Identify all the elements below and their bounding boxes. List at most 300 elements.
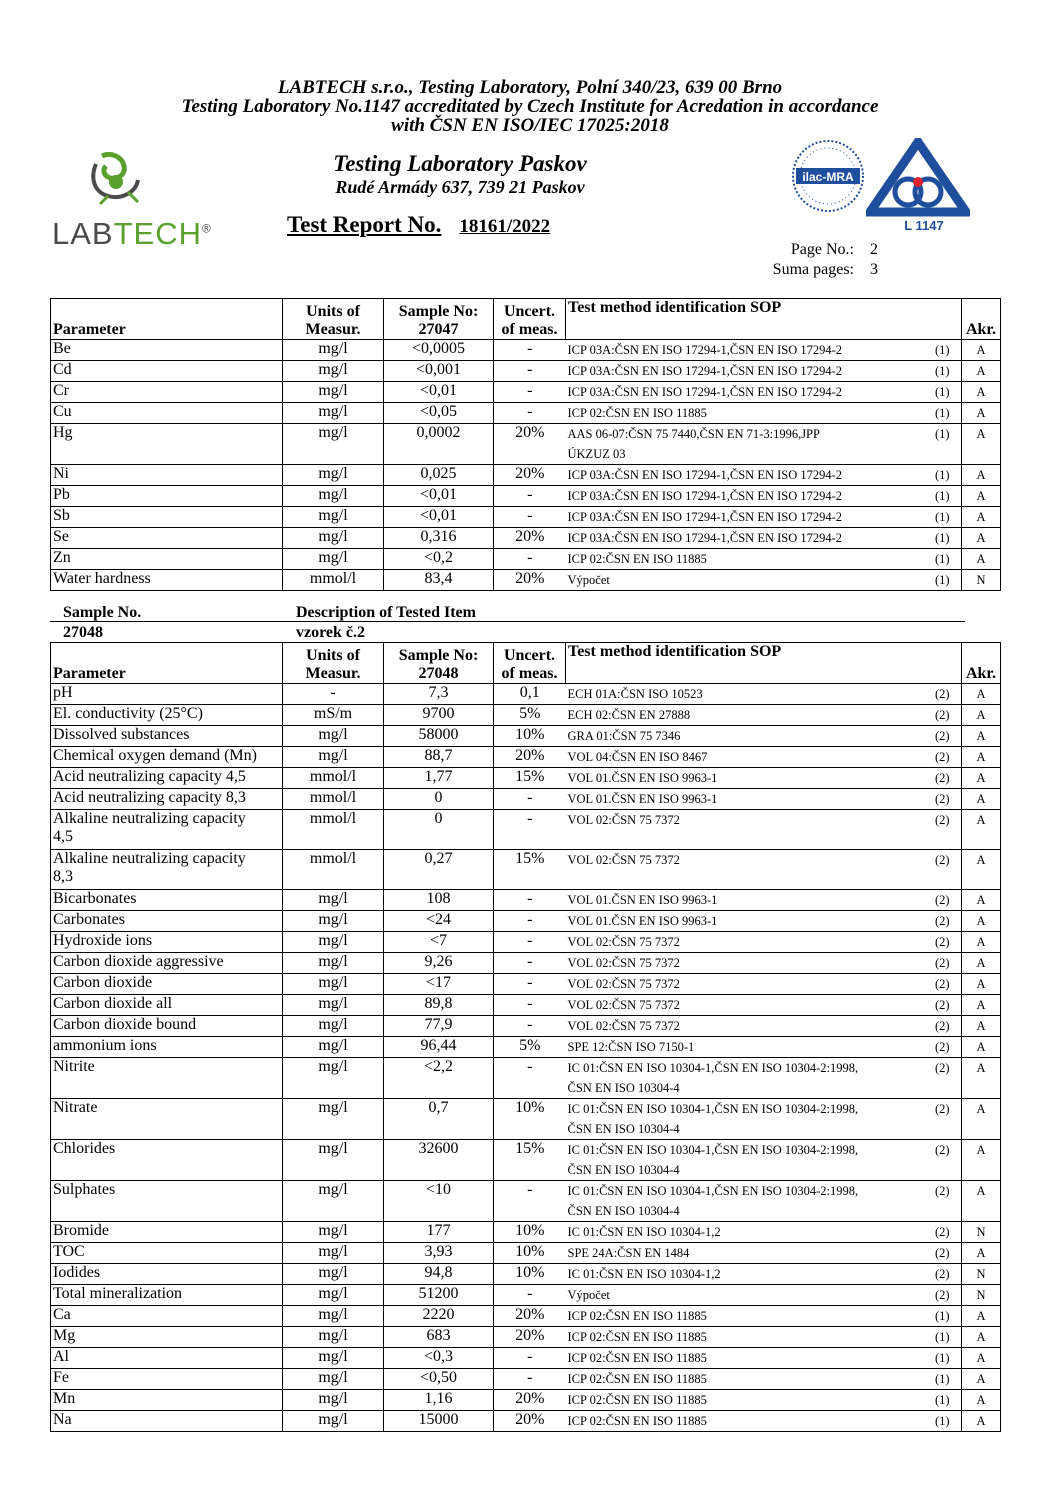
method-ref-cell: (2) bbox=[924, 1285, 962, 1306]
method-ref-cell: (2) bbox=[924, 705, 962, 726]
logo-wordmark bbox=[52, 216, 212, 252]
accreditation-cell: A bbox=[962, 1243, 1001, 1264]
method-ref-cell: (2) bbox=[924, 1037, 962, 1058]
units-cell: mg/l bbox=[283, 424, 384, 465]
parameter-cell: Ca bbox=[51, 1306, 283, 1327]
value-cell: 94,8 bbox=[384, 1264, 494, 1285]
value-cell: 96,44 bbox=[384, 1037, 494, 1058]
value-cell: <0,01 bbox=[384, 507, 494, 528]
uncertainty-cell: 15% bbox=[494, 768, 566, 789]
value-cell: 9700 bbox=[384, 705, 494, 726]
method-cell bbox=[566, 1099, 924, 1140]
accreditation-cell: N bbox=[962, 570, 1001, 591]
method-cell: VOL 02:ČSN 75 7372 bbox=[566, 995, 924, 1016]
uncertainty-cell: - bbox=[494, 361, 566, 382]
parameter-cell: Mn bbox=[51, 1390, 283, 1411]
uncertainty-cell: 0,1 bbox=[494, 684, 566, 705]
table-row bbox=[51, 465, 1001, 486]
uncertainty-cell: - bbox=[494, 1181, 566, 1222]
units-cell: mg/l bbox=[283, 1285, 384, 1306]
value-cell: 77,9 bbox=[384, 1016, 494, 1037]
method-cell: ICP 02:ČSN EN ISO 11885 bbox=[566, 1411, 924, 1432]
method-cell: SPE 12:ČSN ISO 7150-1 bbox=[566, 1037, 924, 1058]
parameter-cell-line1: Alkaline neutralizing capacity bbox=[53, 850, 246, 867]
method-ref-cell: (1) bbox=[924, 486, 962, 507]
method-ref-cell: (2) bbox=[924, 995, 962, 1016]
uncertainty-cell: 10% bbox=[494, 1222, 566, 1243]
method-cell-line1: IC 01:ČSN EN ISO 10304-1,ČSN EN ISO 10304-2:1998, bbox=[567, 1102, 859, 1116]
method-cell-line2: ČSN EN ISO 10304-4 bbox=[567, 1081, 680, 1095]
report-heading bbox=[287, 212, 550, 238]
value-cell: <0,0005 bbox=[384, 340, 494, 361]
value-cell: 683 bbox=[384, 1327, 494, 1348]
table-row bbox=[51, 1411, 1001, 1432]
method-cell: ICP 02:ČSN EN ISO 11885 bbox=[566, 1369, 924, 1390]
method-cell: Výpočet bbox=[566, 1285, 924, 1306]
table-row bbox=[51, 726, 1001, 747]
uncertainty-cell: - bbox=[494, 1058, 566, 1099]
method-cell-line2: ČSN EN ISO 10304-4 bbox=[567, 1122, 680, 1136]
method-ref-cell: (2) bbox=[924, 1181, 962, 1222]
method-ref-cell: (1) bbox=[924, 465, 962, 486]
cai-accreditation-badge-icon bbox=[866, 138, 970, 234]
uncertainty-cell: 20% bbox=[494, 747, 566, 768]
table-row bbox=[51, 570, 1001, 591]
accreditation-cell: A bbox=[962, 507, 1001, 528]
accreditation-cell: A bbox=[962, 705, 1001, 726]
accreditation-cell: A bbox=[962, 810, 1001, 850]
uncertainty-cell: - bbox=[494, 789, 566, 810]
uncertainty-cell: 20% bbox=[494, 1390, 566, 1411]
suma-pages-value: 3 bbox=[870, 261, 878, 278]
accreditation-cell: A bbox=[962, 684, 1001, 705]
value-cell: 0 bbox=[384, 789, 494, 810]
header-units-line2: Measur. bbox=[305, 665, 361, 682]
units-cell: mg/l bbox=[283, 340, 384, 361]
uncertainty-cell: - bbox=[494, 890, 566, 911]
method-cell: ICP 03A:ČSN EN ISO 17294-1,ČSN EN ISO 17294-2 bbox=[566, 465, 924, 486]
table-row bbox=[51, 340, 1001, 361]
units-cell: mg/l bbox=[283, 486, 384, 507]
header-unc-line2: of meas. bbox=[501, 321, 558, 338]
accreditation-cell: A bbox=[962, 974, 1001, 995]
method-cell: VOL 02:ČSN 75 7372 bbox=[566, 953, 924, 974]
table-row bbox=[51, 549, 1001, 570]
method-ref-cell: (2) bbox=[924, 1058, 962, 1099]
accreditation-cell: N bbox=[962, 1222, 1001, 1243]
table-row bbox=[51, 810, 1001, 850]
header-sample bbox=[384, 299, 494, 340]
units-cell: mmol/l bbox=[283, 768, 384, 789]
parameter-cell: TOC bbox=[51, 1243, 283, 1264]
value-cell: 32600 bbox=[384, 1140, 494, 1181]
method-cell: ICP 03A:ČSN EN ISO 17294-1,ČSN EN ISO 17294-2 bbox=[566, 340, 924, 361]
parameter-cell bbox=[51, 810, 283, 850]
sample-no-value: 27048 bbox=[63, 624, 103, 641]
method-cell-line1: IC 01:ČSN EN ISO 10304-1,ČSN EN ISO 10304-2:1998, bbox=[567, 1061, 859, 1075]
method-cell: ICP 03A:ČSN EN ISO 17294-1,ČSN EN ISO 17294-2 bbox=[566, 528, 924, 549]
units-cell: mg/l bbox=[283, 1369, 384, 1390]
value-cell: <0,01 bbox=[384, 486, 494, 507]
method-cell: VOL 02:ČSN 75 7372 bbox=[566, 932, 924, 953]
method-ref-cell: (1) bbox=[924, 424, 962, 465]
accreditation-cell: A bbox=[962, 528, 1001, 549]
method-cell: ICP 02:ČSN EN ISO 11885 bbox=[566, 1327, 924, 1348]
lab-name: Testing Laboratory Paskov bbox=[333, 151, 587, 176]
value-cell: 108 bbox=[384, 890, 494, 911]
method-ref-cell: (2) bbox=[924, 1099, 962, 1140]
table-header-row bbox=[51, 643, 1001, 684]
header-unc-line1: Uncert. bbox=[503, 303, 556, 320]
parameter-cell bbox=[51, 850, 283, 890]
table-row bbox=[51, 486, 1001, 507]
sample-no-label: Sample No. bbox=[63, 604, 142, 621]
method-cell-line2: ÚKZUZ 03 bbox=[567, 447, 626, 461]
method-ref-cell: (1) bbox=[924, 507, 962, 528]
method-cell-line1: AAS 06-07:ČSN 75 7440,ČSN EN 71-3:1996,JPP bbox=[567, 427, 820, 441]
header-unc-line1: Uncert. bbox=[503, 647, 556, 664]
method-cell-line1: IC 01:ČSN EN ISO 10304-1,ČSN EN ISO 10304-2:1998, bbox=[567, 1184, 859, 1198]
table-row bbox=[51, 1016, 1001, 1037]
header-units-line1: Units of bbox=[306, 647, 360, 664]
table-row bbox=[51, 403, 1001, 424]
table-row bbox=[51, 1264, 1001, 1285]
method-cell: SPE 24A:ČSN EN 1484 bbox=[566, 1243, 924, 1264]
method-ref-cell: (2) bbox=[924, 1222, 962, 1243]
header-akr: Akr. bbox=[962, 643, 1001, 684]
method-cell: ICP 02:ČSN EN ISO 11885 bbox=[566, 1390, 924, 1411]
header-parameter: Parameter bbox=[51, 643, 283, 684]
method-cell: ICP 02:ČSN EN ISO 11885 bbox=[566, 549, 924, 570]
uncertainty-cell: - bbox=[494, 1348, 566, 1369]
method-ref-cell: (1) bbox=[924, 549, 962, 570]
header-sample bbox=[384, 643, 494, 684]
parameter-cell: ammonium ions bbox=[51, 1037, 283, 1058]
header-units bbox=[283, 299, 384, 340]
header-units-line1: Units of bbox=[306, 303, 360, 320]
method-ref-cell: (2) bbox=[924, 890, 962, 911]
accreditation-cell: A bbox=[962, 747, 1001, 768]
units-cell: mg/l bbox=[283, 1016, 384, 1037]
units-cell: mg/l bbox=[283, 932, 384, 953]
header-unc-line2: of meas. bbox=[501, 665, 558, 682]
method-ref-cell: (1) bbox=[924, 382, 962, 403]
value-cell: 89,8 bbox=[384, 995, 494, 1016]
table-row bbox=[51, 528, 1001, 549]
accreditation-cell: A bbox=[962, 1369, 1001, 1390]
accreditation-cell: A bbox=[962, 1390, 1001, 1411]
units-cell: mg/l bbox=[283, 726, 384, 747]
parameter-cell: Fe bbox=[51, 1369, 283, 1390]
table-row bbox=[51, 747, 1001, 768]
lab-address: Rudé Armády 637, 739 21 Paskov bbox=[335, 177, 585, 197]
units-cell: mg/l bbox=[283, 549, 384, 570]
method-cell: VOL 02:ČSN 75 7372 bbox=[566, 850, 924, 890]
value-cell: 0,7 bbox=[384, 1099, 494, 1140]
units-cell: mg/l bbox=[283, 1037, 384, 1058]
value-cell: 0,0002 bbox=[384, 424, 494, 465]
method-ref-cell: (2) bbox=[924, 1016, 962, 1037]
parameter-cell: Chlorides bbox=[51, 1140, 283, 1181]
method-ref-cell: (1) bbox=[924, 1411, 962, 1432]
uncertainty-cell: 20% bbox=[494, 1327, 566, 1348]
method-ref-cell: (1) bbox=[924, 1327, 962, 1348]
units-cell: mg/l bbox=[283, 1411, 384, 1432]
sample-description-values bbox=[50, 624, 965, 644]
units-cell: mg/l bbox=[283, 1058, 384, 1099]
value-cell: 7,3 bbox=[384, 684, 494, 705]
method-cell: VOL 01.ČSN EN ISO 9963-1 bbox=[566, 911, 924, 932]
table-row bbox=[51, 1369, 1001, 1390]
suma-pages-label: Suma pages: bbox=[772, 261, 854, 278]
value-cell: 0,27 bbox=[384, 850, 494, 890]
method-cell: Výpočet bbox=[566, 570, 924, 591]
units-cell: mg/l bbox=[283, 528, 384, 549]
cai-badge-text: L 1147 bbox=[904, 218, 944, 233]
uncertainty-cell: - bbox=[494, 507, 566, 528]
table-row bbox=[51, 1058, 1001, 1099]
method-ref-cell: (2) bbox=[924, 810, 962, 850]
uncertainty-cell: - bbox=[494, 932, 566, 953]
ilac-badge-text: ilac-MRA bbox=[802, 170, 854, 184]
value-cell: 83,4 bbox=[384, 570, 494, 591]
header-line-2: Testing Laboratory No.1147 accreditated by Czech Institute for Acredation in accordance bbox=[181, 96, 879, 117]
method-cell: ICP 03A:ČSN EN ISO 17294-1,ČSN EN ISO 17294-2 bbox=[566, 507, 924, 528]
value-cell: <24 bbox=[384, 911, 494, 932]
table-row bbox=[51, 974, 1001, 995]
units-cell: mg/l bbox=[283, 890, 384, 911]
table-row bbox=[51, 1390, 1001, 1411]
units-cell: - bbox=[283, 684, 384, 705]
parameter-cell: Na bbox=[51, 1411, 283, 1432]
description-label: Description of Tested Item bbox=[296, 604, 476, 621]
units-cell: mg/l bbox=[283, 1264, 384, 1285]
value-cell: 177 bbox=[384, 1222, 494, 1243]
method-ref-cell: (2) bbox=[924, 974, 962, 995]
method-ref-cell: (2) bbox=[924, 1243, 962, 1264]
parameter-cell: Carbon dioxide all bbox=[51, 995, 283, 1016]
header-sample-line2: 27047 bbox=[418, 321, 459, 338]
parameter-cell: Hg bbox=[51, 424, 283, 465]
accreditation-cell: A bbox=[962, 403, 1001, 424]
units-cell: mg/l bbox=[283, 1099, 384, 1140]
accreditation-cell: A bbox=[962, 424, 1001, 465]
table-row bbox=[51, 424, 1001, 465]
parameter-cell-line2: 4,5 bbox=[53, 828, 73, 845]
method-ref-cell: (1) bbox=[924, 361, 962, 382]
parameter-cell: pH bbox=[51, 684, 283, 705]
units-cell: mg/l bbox=[283, 1222, 384, 1243]
method-cell: ICP 02:ČSN EN ISO 11885 bbox=[566, 1348, 924, 1369]
units-cell: mg/l bbox=[283, 1348, 384, 1369]
value-cell: 1,16 bbox=[384, 1390, 494, 1411]
description-value: vzorek č.2 bbox=[296, 624, 366, 641]
parameter-cell: Carbon dioxide bound bbox=[51, 1016, 283, 1037]
uncertainty-cell: 15% bbox=[494, 850, 566, 890]
units-cell: mg/l bbox=[283, 1306, 384, 1327]
report-title: Test Report No. bbox=[287, 212, 442, 237]
results-table-27047 bbox=[50, 298, 1001, 591]
logo-registered-mark: ® bbox=[202, 221, 212, 236]
value-cell: <7 bbox=[384, 932, 494, 953]
uncertainty-cell: - bbox=[494, 810, 566, 850]
method-cell: ICP 03A:ČSN EN ISO 17294-1,ČSN EN ISO 17294-2 bbox=[566, 361, 924, 382]
header-sample-line2: 27048 bbox=[418, 665, 459, 682]
table-row bbox=[51, 1306, 1001, 1327]
parameter-cell: Iodides bbox=[51, 1264, 283, 1285]
value-cell: 9,26 bbox=[384, 953, 494, 974]
method-cell-line2: ČSN EN ISO 10304-4 bbox=[567, 1163, 680, 1177]
table-row bbox=[51, 1037, 1001, 1058]
table-row bbox=[51, 789, 1001, 810]
method-cell bbox=[566, 1058, 924, 1099]
accreditation-cell: A bbox=[962, 1140, 1001, 1181]
value-cell: 0 bbox=[384, 810, 494, 850]
parameter-cell: Al bbox=[51, 1348, 283, 1369]
table-row bbox=[51, 1222, 1001, 1243]
parameter-cell: Mg bbox=[51, 1327, 283, 1348]
accreditation-cell: A bbox=[962, 768, 1001, 789]
accreditation-cell: A bbox=[962, 1411, 1001, 1432]
value-cell: <0,05 bbox=[384, 403, 494, 424]
method-ref-cell: (1) bbox=[924, 1369, 962, 1390]
ilac-mra-badge-icon bbox=[790, 138, 866, 214]
table-row bbox=[51, 382, 1001, 403]
accreditation-cell: A bbox=[962, 1306, 1001, 1327]
units-cell: mg/l bbox=[283, 382, 384, 403]
method-cell: VOL 04:ČSN EN ISO 8467 bbox=[566, 747, 924, 768]
table-row bbox=[51, 361, 1001, 382]
units-cell: mg/l bbox=[283, 1140, 384, 1181]
accreditation-cell: A bbox=[962, 911, 1001, 932]
accreditation-cell: A bbox=[962, 850, 1001, 890]
uncertainty-cell: 10% bbox=[494, 1264, 566, 1285]
value-cell: <0,2 bbox=[384, 549, 494, 570]
table-row bbox=[51, 890, 1001, 911]
value-cell: 15000 bbox=[384, 1411, 494, 1432]
table-row bbox=[51, 1243, 1001, 1264]
method-cell: IC 01:ČSN EN ISO 10304-1,2 bbox=[566, 1264, 924, 1285]
method-cell: GRA 01:ČSN 75 7346 bbox=[566, 726, 924, 747]
method-cell: ICP 02:ČSN EN ISO 11885 bbox=[566, 403, 924, 424]
units-cell: mmol/l bbox=[283, 850, 384, 890]
uncertainty-cell: - bbox=[494, 953, 566, 974]
parameter-cell: Acid neutralizing capacity 8,3 bbox=[51, 789, 283, 810]
report-number: 18161/2022 bbox=[459, 216, 551, 237]
table-row bbox=[51, 932, 1001, 953]
parameter-cell: Cr bbox=[51, 382, 283, 403]
parameter-cell: Carbon dioxide bbox=[51, 974, 283, 995]
method-ref-cell: (1) bbox=[924, 528, 962, 549]
uncertainty-cell: - bbox=[494, 1285, 566, 1306]
uncertainty-cell: 20% bbox=[494, 1411, 566, 1432]
accreditation-cell: A bbox=[962, 465, 1001, 486]
accreditation-cell: A bbox=[962, 361, 1001, 382]
method-cell-line2: ČSN EN ISO 10304-4 bbox=[567, 1204, 680, 1218]
table-row bbox=[51, 1348, 1001, 1369]
value-cell: 51200 bbox=[384, 1285, 494, 1306]
method-cell: VOL 02:ČSN 75 7372 bbox=[566, 810, 924, 850]
parameter-cell: Zn bbox=[51, 549, 283, 570]
value-cell: <17 bbox=[384, 974, 494, 995]
uncertainty-cell: - bbox=[494, 486, 566, 507]
accreditation-cell: A bbox=[962, 726, 1001, 747]
units-cell: mg/l bbox=[283, 465, 384, 486]
uncertainty-cell: - bbox=[494, 1016, 566, 1037]
uncertainty-cell: - bbox=[494, 382, 566, 403]
parameter-cell: Water hardness bbox=[51, 570, 283, 591]
method-cell bbox=[566, 424, 924, 465]
parameter-cell-line1: Alkaline neutralizing capacity bbox=[53, 810, 246, 827]
parameter-cell: Nitrite bbox=[51, 1058, 283, 1099]
method-ref-cell: (2) bbox=[924, 953, 962, 974]
page-info-values bbox=[870, 240, 878, 280]
method-ref-cell: (2) bbox=[924, 1140, 962, 1181]
value-cell: 0,025 bbox=[384, 465, 494, 486]
uncertainty-cell: 20% bbox=[494, 528, 566, 549]
units-cell: mmol/l bbox=[283, 789, 384, 810]
parameter-cell-line2: 8,3 bbox=[53, 868, 73, 885]
method-ref-cell: (1) bbox=[924, 340, 962, 361]
uncertainty-cell: 20% bbox=[494, 1306, 566, 1327]
uncertainty-cell: - bbox=[494, 340, 566, 361]
parameter-cell: Sulphates bbox=[51, 1181, 283, 1222]
method-cell: ICP 03A:ČSN EN ISO 17294-1,ČSN EN ISO 17294-2 bbox=[566, 382, 924, 403]
table-row bbox=[51, 850, 1001, 890]
method-cell: VOL 01.ČSN EN ISO 9963-1 bbox=[566, 768, 924, 789]
units-cell: mg/l bbox=[283, 403, 384, 424]
units-cell: mg/l bbox=[283, 1327, 384, 1348]
parameter-cell: Cd bbox=[51, 361, 283, 382]
header-uncertainty bbox=[494, 299, 566, 340]
table-row bbox=[51, 1140, 1001, 1181]
accreditation-cell: A bbox=[962, 486, 1001, 507]
header-parameter: Parameter bbox=[51, 299, 283, 340]
table-row bbox=[51, 995, 1001, 1016]
method-ref-cell: (2) bbox=[924, 932, 962, 953]
value-cell: <2,2 bbox=[384, 1058, 494, 1099]
page-no-value: 2 bbox=[870, 241, 878, 258]
units-cell: mg/l bbox=[283, 911, 384, 932]
method-ref-cell: (1) bbox=[924, 403, 962, 424]
header-uncertainty bbox=[494, 643, 566, 684]
accreditation-cell: A bbox=[962, 340, 1001, 361]
accreditation-cell: A bbox=[962, 1016, 1001, 1037]
method-cell-line1: IC 01:ČSN EN ISO 10304-1,ČSN EN ISO 10304-2:1998, bbox=[567, 1143, 859, 1157]
value-cell: 88,7 bbox=[384, 747, 494, 768]
uncertainty-cell: 10% bbox=[494, 1243, 566, 1264]
method-cell bbox=[566, 1140, 924, 1181]
value-cell: <0,01 bbox=[384, 382, 494, 403]
parameter-cell: Be bbox=[51, 340, 283, 361]
header-akr: Akr. bbox=[962, 299, 1001, 340]
table-header-row bbox=[51, 299, 1001, 340]
units-cell: mg/l bbox=[283, 953, 384, 974]
units-cell: mg/l bbox=[283, 974, 384, 995]
page-no-label: Page No.: bbox=[790, 241, 854, 258]
uncertainty-cell: - bbox=[494, 995, 566, 1016]
value-cell: <0,001 bbox=[384, 361, 494, 382]
value-cell: <10 bbox=[384, 1181, 494, 1222]
header-sample-line1: Sample No: bbox=[398, 647, 479, 664]
uncertainty-cell: - bbox=[494, 403, 566, 424]
header-method: Test method identification SOP bbox=[566, 299, 962, 340]
method-ref-cell: (1) bbox=[924, 1348, 962, 1369]
method-cell: ECH 02:ČSN EN 27888 bbox=[566, 705, 924, 726]
parameter-cell: Chemical oxygen demand (Mn) bbox=[51, 747, 283, 768]
uncertainty-cell: 5% bbox=[494, 1037, 566, 1058]
value-cell: 1,77 bbox=[384, 768, 494, 789]
